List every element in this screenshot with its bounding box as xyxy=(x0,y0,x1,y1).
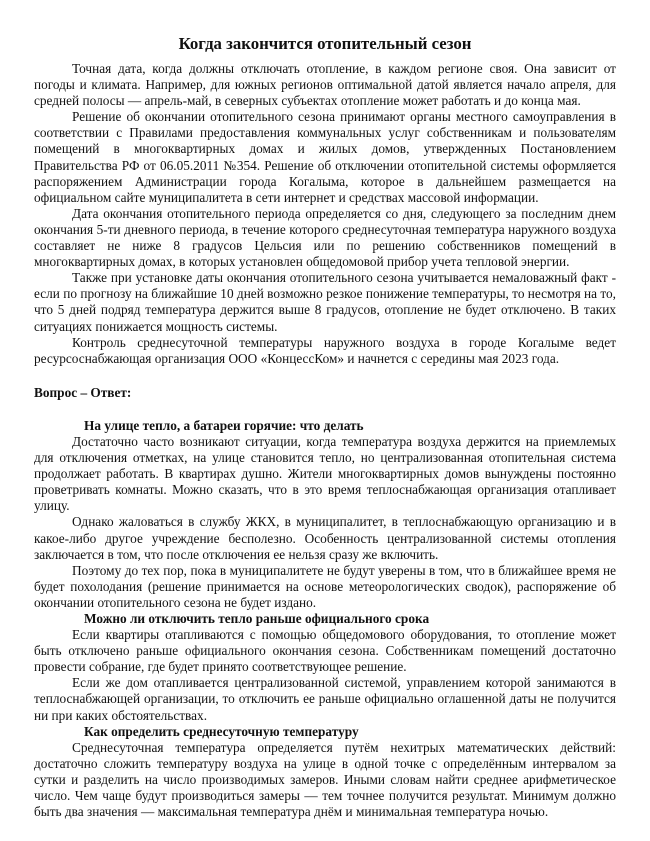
section-paragraph: Если квартиры отапливаются с помощью общедомового оборудования, то отопление может быть отключено раньше официального окончания сезона. Собственникам помещений достаточно провести собрание, где будет принято соответствующее решение. xyxy=(34,627,616,675)
section-heading: Как определить среднесуточную температуру xyxy=(84,723,359,739)
document-title: Когда закончится отопительный сезон xyxy=(178,34,472,53)
section-paragraph: Поэтому до тех пор, пока в муниципалитете не будут уверены в том, что в ближайшее время не будет похолодания (решение принимается на основе метеорологических сводок), распоряжение об окончании отопительного сезона не будет издано. xyxy=(34,562,616,610)
qa-heading: Вопрос – Ответ: xyxy=(34,384,132,400)
intro-paragraph: Точная дата, когда должны отключать отопление, в каждом регионе своя. Она зависит от погоды и климата. Например, для южных регионов оптимальной датой является начало апреля, для средней полосы — апрель-май, в северных субъектах отопление может работать и до конца мая. xyxy=(34,61,616,109)
intro-paragraph: Также при установке даты окончания отопительного сезона учитывается немаловажный факт - если по прогнозу на ближайшие 10 дней возможно резкое понижение температуры, то несмотря на то, что 5 дней подряд температура держится выше 8 градусов, отопление не будет отключено. В таких ситуациях понижается мощность системы. xyxy=(34,270,616,334)
qa-section-average-temperature xyxy=(34,724,616,821)
section-paragraph: Достаточно часто возникают ситуации, когда температура воздуха держится на приемлемых для отключения отметках, на улице становится тепло, но централизованная отопительная система продолжает работать. В квартирах душно. Жители многоквартирных домов вынуждены постоянно проветривать комнаты. Можно сказать, что в это время теплоснабжающая организация отапливает улицу. xyxy=(34,433,616,514)
section-heading: На улице тепло, а батареи горячие: что делать xyxy=(84,417,364,433)
section-paragraph: Однако жаловаться в службу ЖКХ, в муниципалитет, в теплоснабжающую организацию и в какое-либо другое учреждение бесполезно. Особенность централизованной системы отопления заключается в том, что после отключения ее нельзя сразу же включить. xyxy=(34,514,616,562)
intro-paragraph: Контроль среднесуточной температуры наружного воздуха в городе Когалыме ведет ресурсоснабжающая организация ООО «КонцессКом» и начнется с середины мая 2023 года. xyxy=(34,334,616,366)
intro-section xyxy=(34,61,616,367)
qa-section-early-shutoff xyxy=(34,611,616,724)
section-paragraph: Если же дом отапливается централизованной системой, управлением которой занимаются в теплоснабжающей организации, то отключить ее раньше официально оглашенной даты не получится ни при каких обстоятельствах. xyxy=(34,675,616,723)
intro-paragraph: Решение об окончании отопительного сезона принимают органы местного самоуправления в соответствии с Правилами предоставления коммунальных услуг собственникам и пользователям помещений в многоквартирных домах и жилых домов, утвержденных Постановлением Правительства РФ от 06.05.2011 №354. Решение об отключении отопительной системы оформляется распоряжением Администрации города Когалыма, которое в дальнейшем размещается на официальном сайте муниципалитета в сети интернет и средствах массовой информации. xyxy=(34,109,616,205)
qa-section-warm-outside xyxy=(34,418,616,611)
intro-paragraph: Дата окончания отопительного периода определяется со дня, следующего за последним днем окончания 5-ти дневного периода, в течение которого среднесуточная температура наружного воздуха составляет не ниже 8 градусов Цельсия или по решению собственников помещений в многоквартирных домах, в которых установлен общедомовой прибор учета тепловой энергии. xyxy=(34,205,616,270)
section-paragraph: Среднесуточная температура определяется путём нехитрых математических действий: достаточно сложить температуру воздуха на улице в одной точке с определённым интервалом за сутки и разделить на число производимых замеров. Иными словам найти среднее арифметическое число. Чем чаще будут производиться замеры — тем точнее получится результат. Минимум должно быть два значения — максимальная температура днём и минимальная температура ночью. xyxy=(34,739,616,820)
section-heading: Можно ли отключить тепло раньше официального срока xyxy=(84,611,430,626)
